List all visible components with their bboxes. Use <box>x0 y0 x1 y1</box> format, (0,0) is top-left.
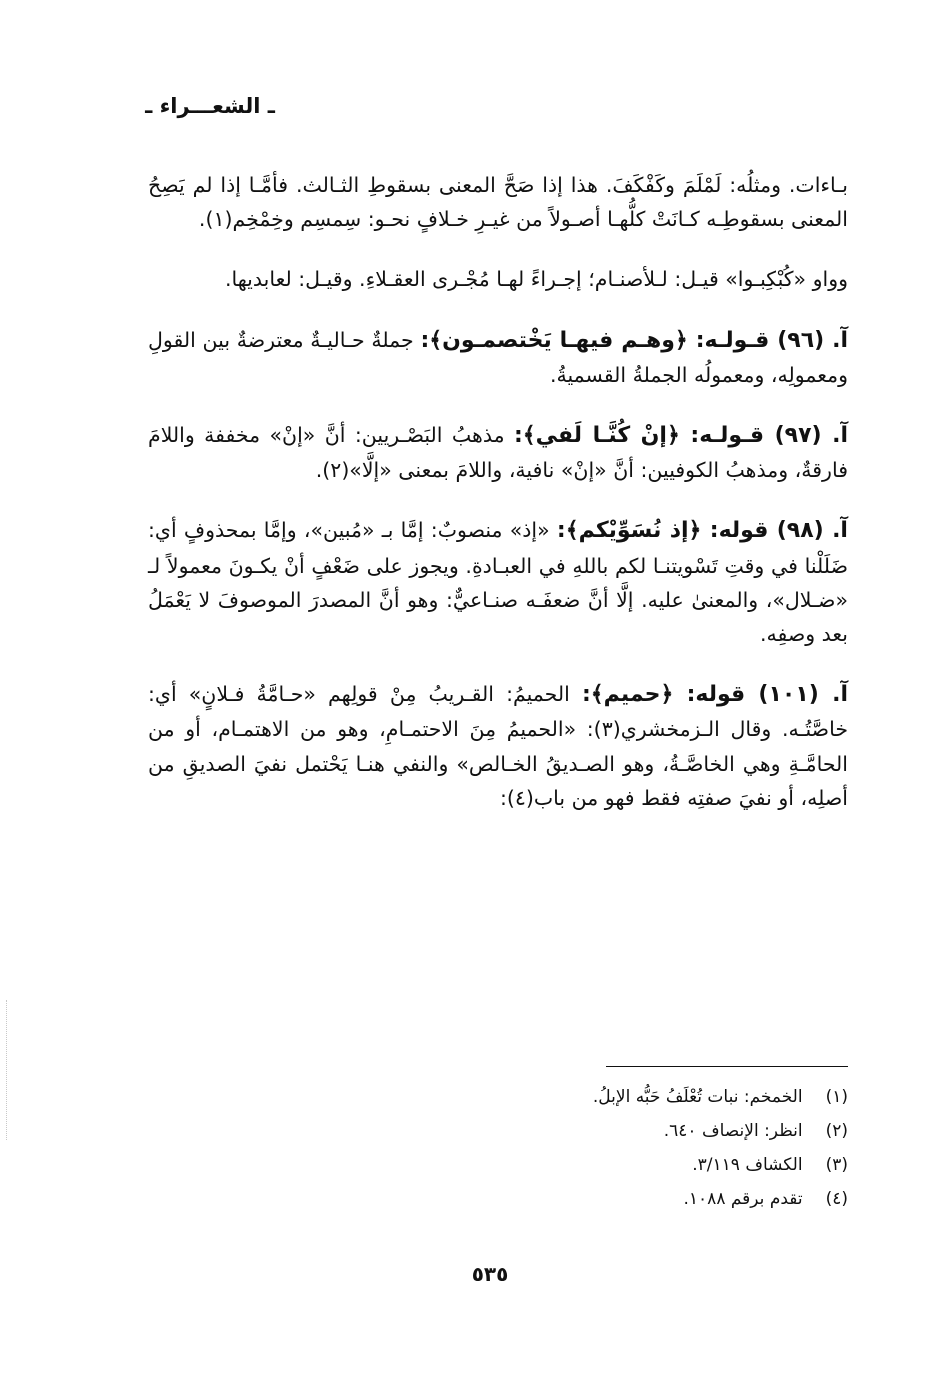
footnote-text: الكشاف ٣/١١٩. <box>692 1155 803 1175</box>
paragraph-1 <box>148 168 848 236</box>
verse-reference: آ. (٩٨) قوله: ﴿إذ نُسَوِّيْكم﴾: <box>556 518 848 544</box>
footnote-number: (١) <box>825 1087 848 1107</box>
running-head: ـ الشعـــراء ـ <box>145 94 275 118</box>
verse-reference: آ. (٩٦) قـولـه: ﴿وهـم فيهـا يَخْتصمـون﴾: <box>420 327 848 353</box>
paragraph-verse-97 <box>148 418 848 487</box>
footnote-text: تقدم برقم ١٠٨٨. <box>683 1189 803 1209</box>
footnote-number: (٢) <box>825 1121 848 1141</box>
paragraph-text: الحميمُ: القـريبُ مِنْ قولِهم «حـامَّةُ فـلانٍ» أي: خاصَّتُـه. وقال الـزمخشري(٣): «الحميمُ مِنَ الاحتمـامِ، وهو من الاهتمـام، أو من الحامَّـةِ وهي الخاصَّـةُ، وهو الصـديقُ الخـالص» والنفي هنـا يَحْتمل نفيَ الصديقِ من أصلِه، أو نفيَ صفتِه فقط فهو من باب(٤): <box>148 682 848 810</box>
page-number: ٥٣٥ <box>471 1262 509 1286</box>
paragraph-text: مذهبُ البَصْـريين: أنَّ «إنْ» مخففة واللامَ فارقةٌ، ومذهبُ الكوفيين: أنَّ «إنْ» نافية، واللامَ بمعنى «إلَّا»(٢). <box>148 423 848 483</box>
body-text <box>148 168 848 841</box>
footnote-1 <box>300 1080 848 1114</box>
footnote-3 <box>300 1148 848 1182</box>
footnote-number: (٤) <box>825 1189 848 1209</box>
verse-reference: آ. (٩٧) قـولـه: ﴿إنْ كُنَّـا لَفي﴾: <box>513 423 848 449</box>
verse-reference: آ. (١٠١) قوله: ﴿حميم﴾: <box>581 682 848 708</box>
footnote-divider <box>606 1066 848 1067</box>
paragraph-text: وواو «كُبْكِبـوا» قيـل: لـلأصنـام؛ إجـراءً لهـا مُجْـرى العقـلاءِ. وقيـل: لعابديها. <box>224 267 848 292</box>
paragraph-text: «إذ» منصوبٌ: إمَّا بـ «مُبين»، وإمَّا بمحذوفٍ أي: ضَلَلْنا في وقتِ تَسْويتنـا لكم باللهِ في العبـادةِ. ويجوز على ضَعْفٍ أنْ يكـونَ معمولاً لـ «ضـلال»، والمعنىٰ عليه. إلَّا أنَّ ضعفَـه صنـاعيٌّ: وهو أنَّ المصدرَ الموصوفَ لا يَعْمَلُ بعد وصفِه. <box>148 518 848 647</box>
paragraph-2 <box>148 262 848 296</box>
paragraph-verse-96 <box>148 323 848 392</box>
footnote-number: (٣) <box>825 1155 848 1175</box>
paragraph-verse-101 <box>148 677 848 815</box>
scan-margin-mark <box>6 1000 9 1140</box>
footnote-text: انظر: الإنصاف ٦٤٠. <box>663 1121 803 1141</box>
footnote-4 <box>300 1182 848 1216</box>
footnote-text: الخمخم: نبات تُعْلَفُ حَبُّه الإبلُ. <box>592 1087 803 1107</box>
paragraph-verse-98 <box>148 513 848 651</box>
footnotes <box>300 1080 848 1216</box>
paragraph-text: جملةٌ حـاليـةٌ معترضةٌ بين القولِ ومعمولِه، ومعمولُه الجملةُ القسميةُ. <box>148 327 848 387</box>
footnote-2 <box>300 1114 848 1148</box>
paragraph-text: بـاءات. ومثلُه: لَمْلَمَ وكَفْكَفَ. هذا إذا صَحَّ المعنى بسقوطِ الثـالث. فأمَّـا إذا لم يَصِحُ المعنى بسقوطِـه كـانَتْ كلُّهـا أصـولاً من غيـرِ خـلافٍ نحـو: سِمسِم وخِمْخِم(١). <box>148 173 848 232</box>
